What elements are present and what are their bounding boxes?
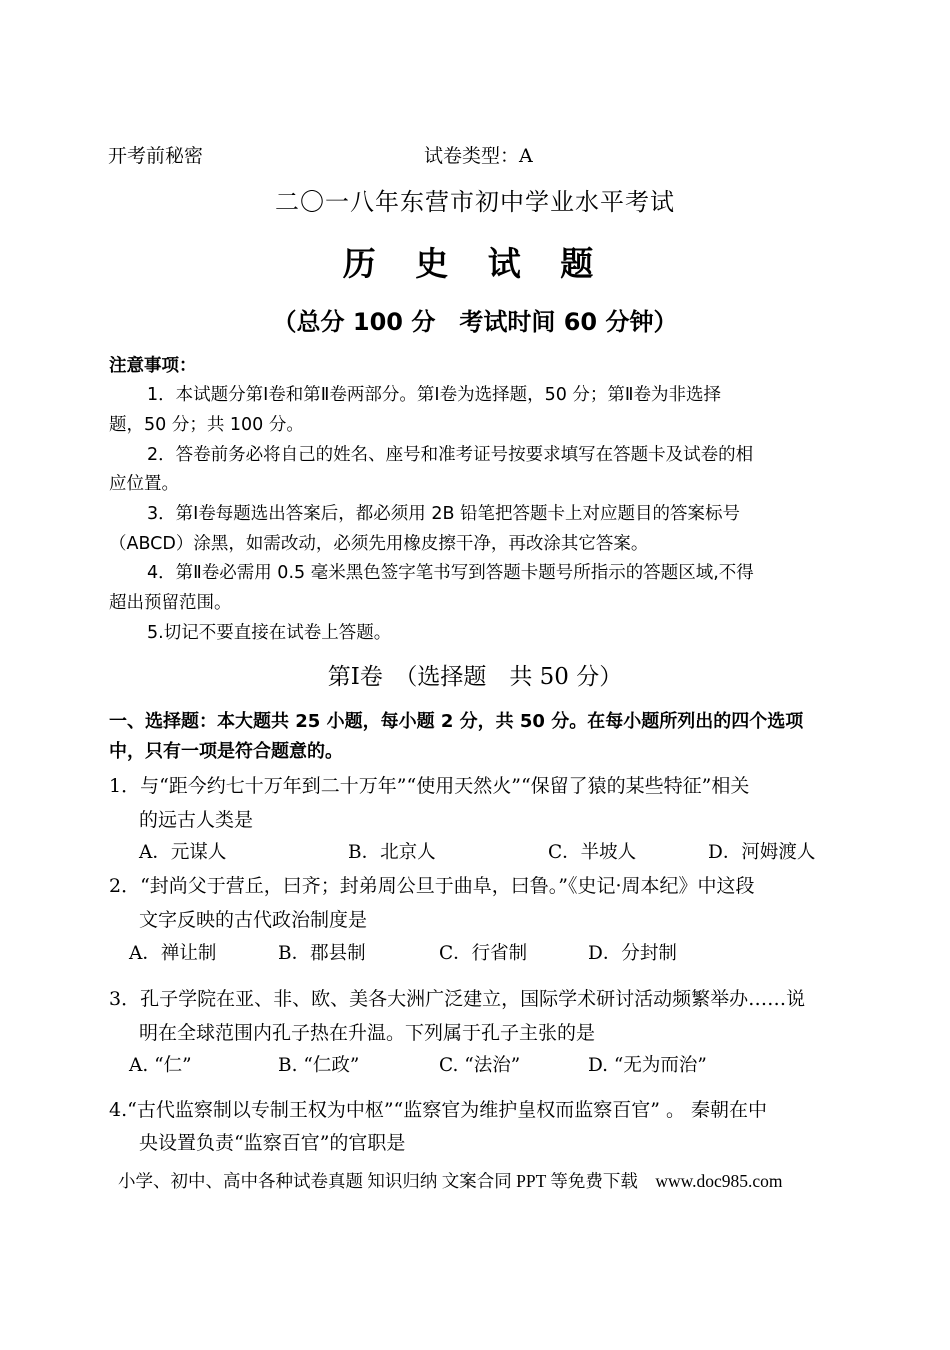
question-3-option-c: C. “法治” [439,1055,521,1076]
note-line: 4．第Ⅱ卷必需用 0.5 毫米黑色签字笔书写到答题卡题号所指示的答题区域,不得 [147,563,754,583]
question-1-option-d: D．河姆渡人 [708,842,816,863]
question-1-option-b: B．北京人 [348,842,436,863]
note-line: 超出预留范围。 [109,593,232,613]
note-line: 1．本试题分第Ⅰ卷和第Ⅱ卷两部分。第Ⅰ卷为选择题，50 分；第Ⅱ卷为非选择 [147,385,722,405]
question-3-option-a: A. “仁” [129,1055,192,1076]
exam-title: 二〇一八年东营市初中学业水平考试 [275,188,675,216]
question-1-line: 1．与“距今约七十万年到二十万年”“使用天然火”“保留了猿的某些特征”相关 [109,775,750,797]
question-3-line: 明在全球范围内孔子热在升温。下列属于孔子主张的是 [139,1022,596,1044]
note-line: 2．答卷前务必将自己的姓名、座号和准考证号按要求填写在答题卡及试卷的相 [147,445,754,465]
question-1-option-c: C．半坡人 [548,842,637,863]
subject-title: 历 史 试 题 [342,244,608,283]
section-intro: 一、选择题：本大题共 25 小题，每小题 2 分，共 50 分。在每小题所列出的四个选项 [109,711,804,732]
question-1-line: 的远古人类是 [139,809,254,831]
question-2-option-c: C．行省制 [439,943,528,964]
question-3-option-b: B. “仁政” [278,1055,360,1076]
note-line: 题，50 分；共 100 分。 [109,415,304,435]
question-2-option-a: A．禅让制 [129,943,217,964]
question-2-option-b: B．郡县制 [278,943,366,964]
question-3-line: 3．孔子学院在亚、非、欧、美各大洲广泛建立，国际学术研讨活动频繁举办……说 [109,988,806,1010]
question-2-option-d: D．分封制 [588,943,677,964]
question-1-option-a: A．元谋人 [139,842,227,863]
question-4-line: 央设置负责“监察百官”的官职是 [139,1132,406,1154]
note-line: 3．第Ⅰ卷每题选出答案后，都必须用 2B 铅笔把答题卡上对应题目的答案标号 [147,504,741,524]
question-4-line: 4.“古代监察制以专制王权为中枢”“监察官为维护皇权而监察百官” 。 秦朝在中 [109,1099,768,1121]
section-intro: 中，只有一项是符合题意的。 [109,741,343,762]
question-2-line: 2．“封尚父于营丘，曰齐；封弟周公旦于曲阜，曰鲁。”《史记·周本纪》中这段 [109,875,755,897]
note-line: （ABCD）涂黑，如需改动，必须先用橡皮擦干净，再改涂其它答案。 [109,534,649,554]
secret-label: 开考前秘密 [108,145,204,167]
exam-meta: （总分 100 分 考试时间 60 分钟） [272,308,678,336]
page-footer: 小学、初中、高中各种试卷真题 知识归纳 文案合同 PPT 等免费下载 www.doc985.com [118,1171,783,1191]
section-title: 第Ⅰ卷 （选择题 共 50 分） [327,664,623,690]
notes-heading: 注意事项： [109,356,197,376]
note-line: 5.切记不要直接在试卷上答题。 [147,623,392,643]
paper-type-label: 试卷类型：A [424,145,533,167]
question-2-line: 文字反映的古代政治制度是 [139,909,368,931]
note-line: 应位置。 [109,474,179,494]
question-3-option-d: D. “无为而治” [588,1055,707,1076]
